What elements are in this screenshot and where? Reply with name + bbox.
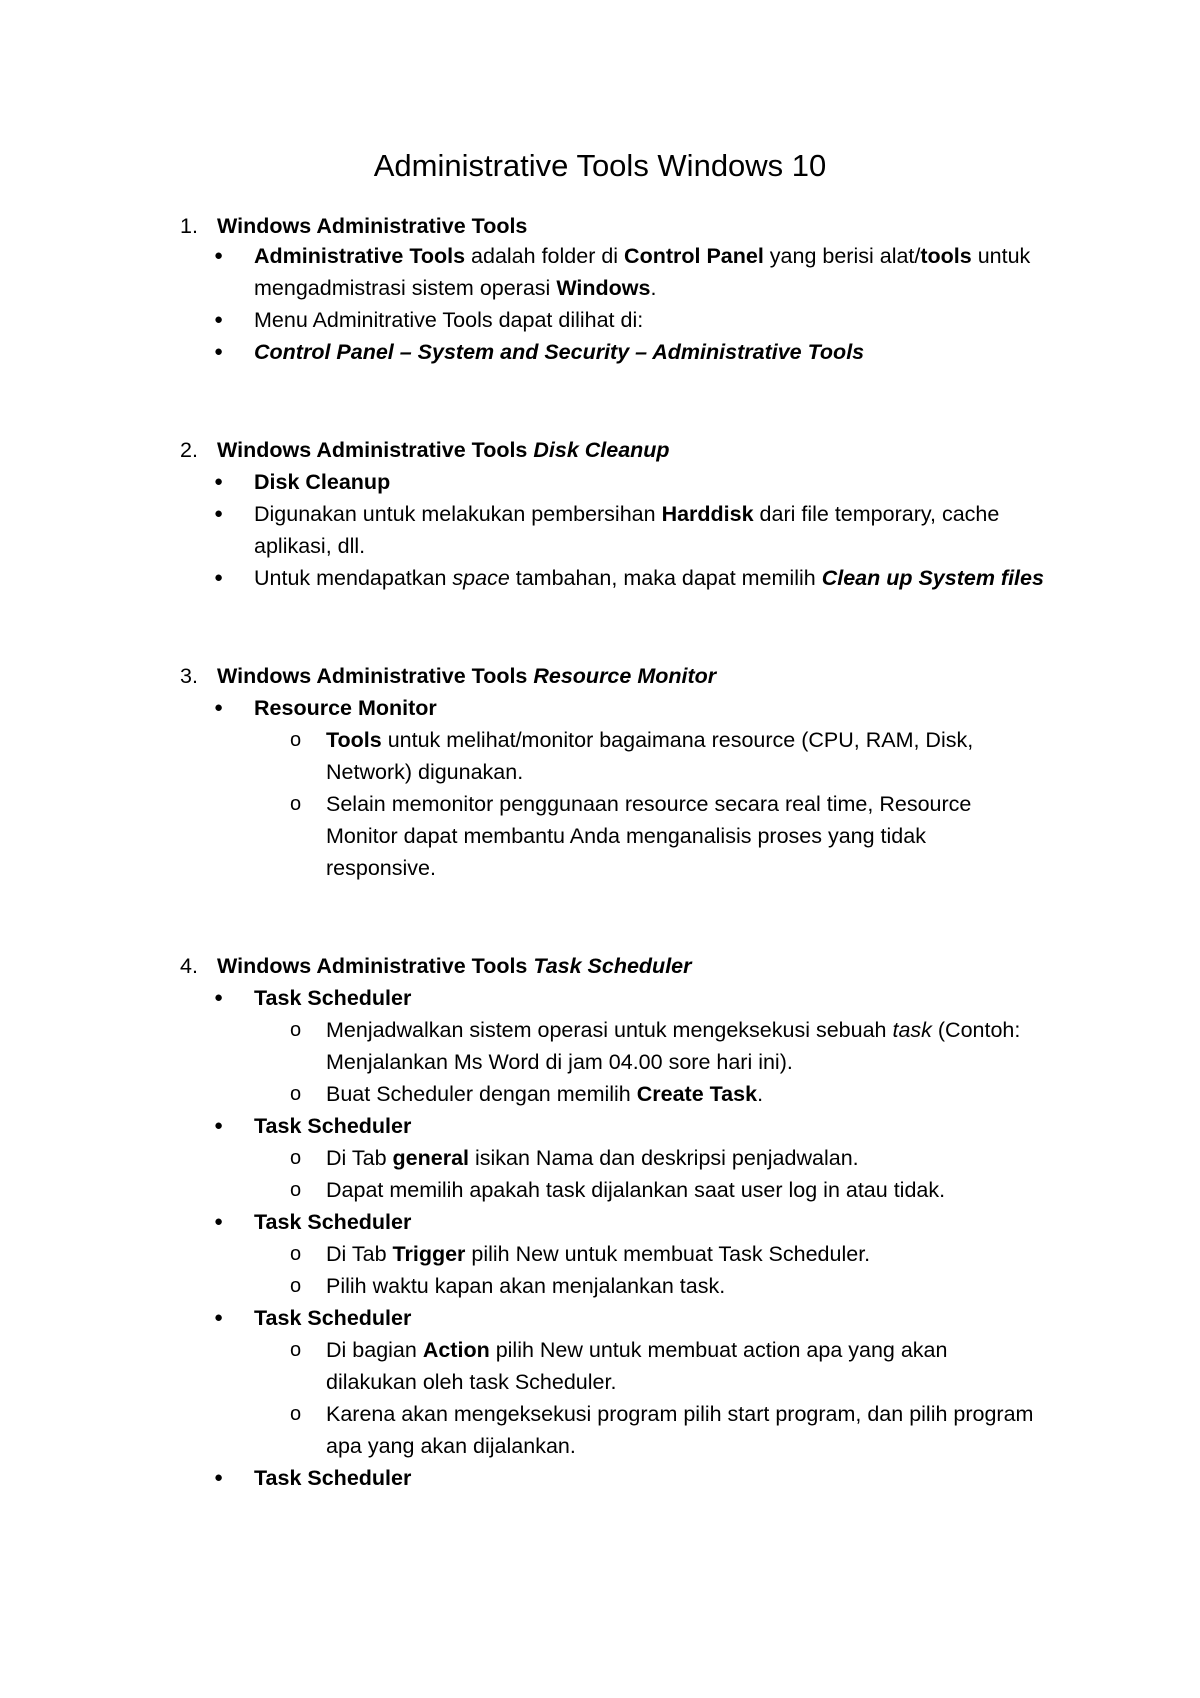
section-3-sub-2: Selain memonitor penggunaan resource secara real time, Resource	[326, 792, 972, 816]
section-3-sub-1: Tools untuk melihat/monitor bagaimana resource (CPU, RAM, Disk,	[326, 728, 974, 752]
section-4-sub-4-2-line-2: apa yang akan dijalankan.	[326, 1434, 576, 1458]
sub-bullet-icon: o	[290, 1147, 302, 1169]
section-4-number: 4.	[180, 954, 198, 978]
bullet-icon: ●	[214, 989, 224, 1006]
section-3-sub-1-line-2: Network) digunakan.	[326, 760, 524, 784]
section-3-sub-2-line-2: Monitor dapat membantu Anda menganalisis proses yang tidak	[326, 824, 926, 848]
bullet-icon: ●	[214, 569, 224, 586]
section-1-bullet-1: Administrative Tools adalah folder di Control Panel yang berisi alat/tools untuk	[254, 244, 1031, 268]
section-4-bullet-4: Task Scheduler	[254, 1306, 412, 1330]
sub-bullet-icon: o	[290, 1019, 302, 1041]
section-4-bullet-2: Task Scheduler	[254, 1114, 412, 1138]
section-4-sub-4-1: Di bagian Action pilih New untuk membuat action apa yang akan	[326, 1338, 948, 1362]
sub-bullet-icon: o	[290, 1339, 302, 1361]
section-2-heading: Windows Administrative Tools Disk Cleanup	[217, 438, 670, 462]
sub-bullet-icon: o	[290, 1403, 302, 1425]
page-title: Administrative Tools Windows 10	[373, 148, 827, 183]
section-4-sub-4-1-line-2: dilakukan oleh task Scheduler.	[326, 1370, 617, 1394]
section-4-sub-2-1: Di Tab general isikan Nama dan deskripsi penjadwalan.	[326, 1146, 859, 1170]
bullet-icon: ●	[214, 247, 224, 264]
section-2-bullet-3: Untuk mendapatkan space tambahan, maka dapat memilih Clean up System files	[254, 566, 1044, 590]
sub-bullet-icon: o	[290, 1083, 302, 1105]
section-2-bullet-2-line-2: aplikasi, dll.	[254, 534, 366, 558]
section-3-bullet-1: Resource Monitor	[254, 696, 437, 720]
section-1-number: 1.	[180, 214, 198, 238]
bullet-icon: ●	[214, 699, 224, 716]
section-3-heading: Windows Administrative Tools Resource Monitor	[217, 664, 717, 688]
sub-bullet-icon: o	[290, 729, 302, 751]
bullet-icon: ●	[214, 1469, 224, 1486]
section-4-bullet-1: Task Scheduler	[254, 986, 412, 1010]
section-4-heading: Windows Administrative Tools Task Scheduler	[217, 954, 692, 978]
section-4-sub-3-2: Pilih waktu kapan akan menjalankan task.	[326, 1274, 726, 1298]
section-4-bullet-5: Task Scheduler	[254, 1466, 412, 1490]
bullet-icon: ●	[214, 1213, 224, 1230]
bullet-icon: ●	[214, 1117, 224, 1134]
section-4-sub-1-1: Menjadwalkan sistem operasi untuk mengeksekusi sebuah task (Contoh:	[326, 1018, 1021, 1042]
section-2-bullet-1: Disk Cleanup	[254, 470, 391, 494]
bullet-icon: ●	[214, 473, 224, 490]
section-3-sub-2-line-3: responsive.	[326, 856, 436, 880]
bullet-icon: ●	[214, 1309, 224, 1326]
section-4-sub-3-1: Di Tab Trigger pilih New untuk membuat Task Scheduler.	[326, 1242, 871, 1266]
section-2-bullet-2: Digunakan untuk melakukan pembersihan Harddisk dari file temporary, cache	[254, 502, 1000, 526]
section-4-sub-2-2: Dapat memilih apakah task dijalankan saat user log in atau tidak.	[326, 1178, 946, 1202]
bullet-icon: ●	[214, 343, 224, 360]
section-4-bullet-3: Task Scheduler	[254, 1210, 412, 1234]
section-4-sub-4-2: Karena akan mengeksekusi program pilih start program, dan pilih program	[326, 1402, 1034, 1426]
section-2-number: 2.	[180, 438, 198, 462]
section-1-bullet-1-line-2: mengadmistrasi sistem operasi Windows.	[254, 276, 657, 300]
sub-bullet-icon: o	[290, 793, 302, 815]
sub-bullet-icon: o	[290, 1243, 302, 1265]
bullet-icon: ●	[214, 505, 224, 522]
section-1-bullet-2: Menu Adminitrative Tools dapat dilihat di:	[254, 308, 644, 332]
sub-bullet-icon: o	[290, 1275, 302, 1297]
bullet-icon: ●	[214, 311, 224, 328]
section-4-sub-1-1-line-2: Menjalankan Ms Word di jam 04.00 sore hari ini).	[326, 1050, 793, 1074]
sub-bullet-icon: o	[290, 1179, 302, 1201]
section-1-heading: Windows Administrative Tools	[217, 214, 528, 238]
section-3-number: 3.	[180, 664, 198, 688]
section-1-bullet-3: Control Panel – System and Security – Administrative Tools	[254, 340, 865, 364]
section-4-sub-1-2: Buat Scheduler dengan memilih Create Task.	[326, 1082, 764, 1106]
